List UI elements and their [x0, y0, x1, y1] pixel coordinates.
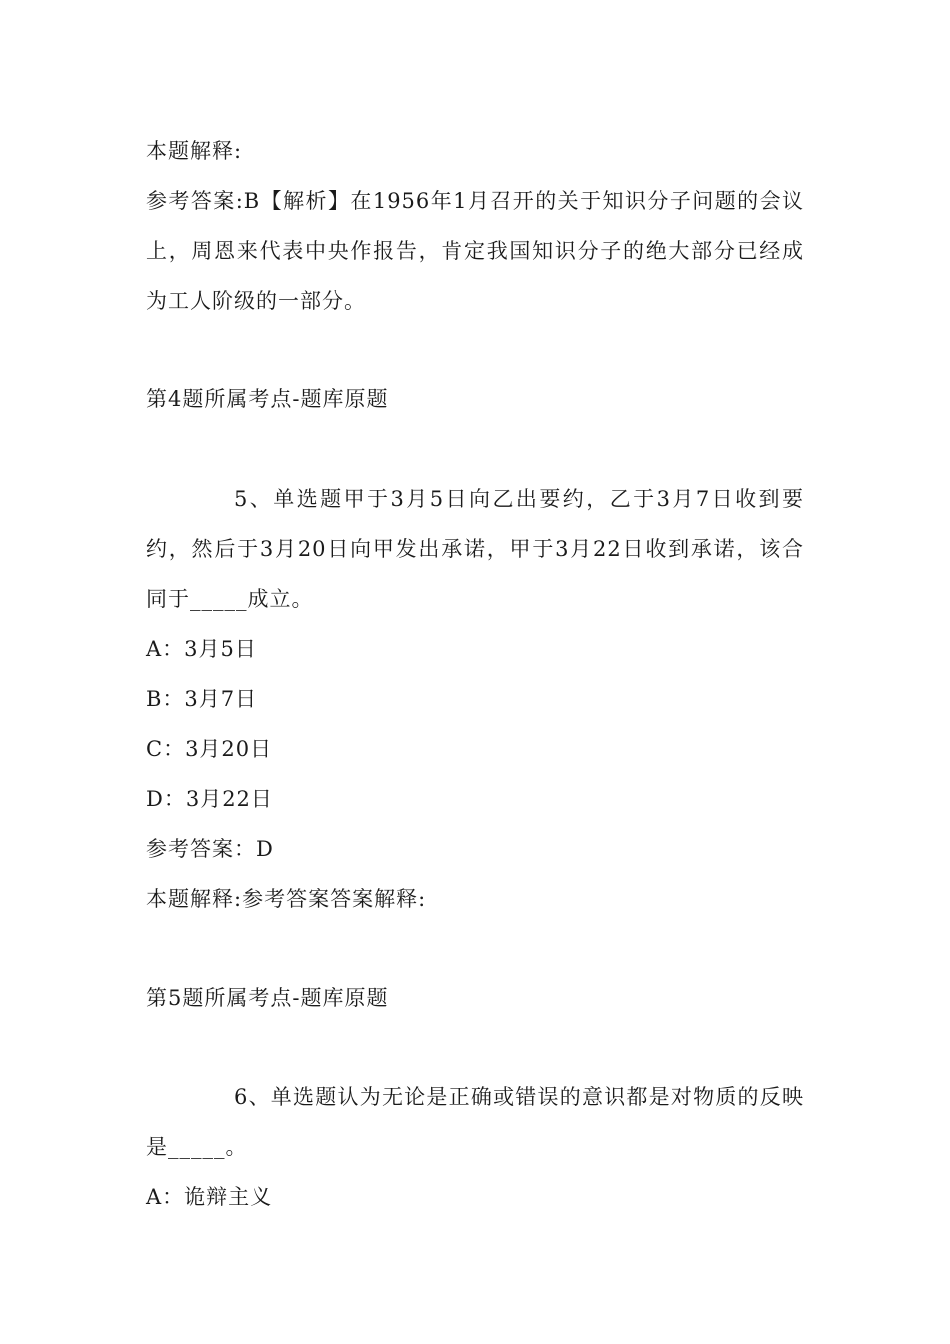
q5-option-d: D：3月22日 [146, 787, 273, 811]
q3-answer-line-2: 上，周恩来代表中央作报告，肯定我国知识分子的绝大部分已经成 [146, 239, 804, 263]
q6-stem-line-2: 是_____。 [146, 1135, 248, 1159]
q5-stem-line-1: 5、单选题甲于3月5日向乙出要约，乙于3月7日收到要 [234, 487, 804, 511]
q3-answer-line-1: 参考答案:B【解析】在1956年1月召开的关于知识分子问题的会议 [146, 189, 804, 213]
q6-option-a: A：诡辩主义 [146, 1185, 273, 1209]
q5-stem-line-2: 约，然后于3月20日向甲发出承诺，甲于3月22日收到承诺，该合 [146, 537, 804, 561]
q5-explanation: 本题解释:参考答案答案解释: [146, 887, 427, 911]
q4-topic: 第4题所属考点-题库原题 [146, 387, 389, 411]
q5-option-b: B：3月7日 [146, 687, 258, 711]
q3-explanation-label: 本题解释: [146, 139, 243, 163]
q5-option-c: C：3月20日 [146, 737, 273, 761]
q3-answer-line-3: 为工人阶级的一部分。 [146, 289, 366, 313]
q5-stem-line-3: 同于_____成立。 [146, 587, 314, 611]
q6-stem-line-1: 6、单选题认为无论是正确或错误的意识都是对物质的反映 [234, 1085, 804, 1109]
q5-topic: 第5题所属考点-题库原题 [146, 986, 389, 1010]
q5-option-a: A：3月5日 [146, 637, 257, 661]
q5-answer: 参考答案：D [146, 837, 274, 861]
